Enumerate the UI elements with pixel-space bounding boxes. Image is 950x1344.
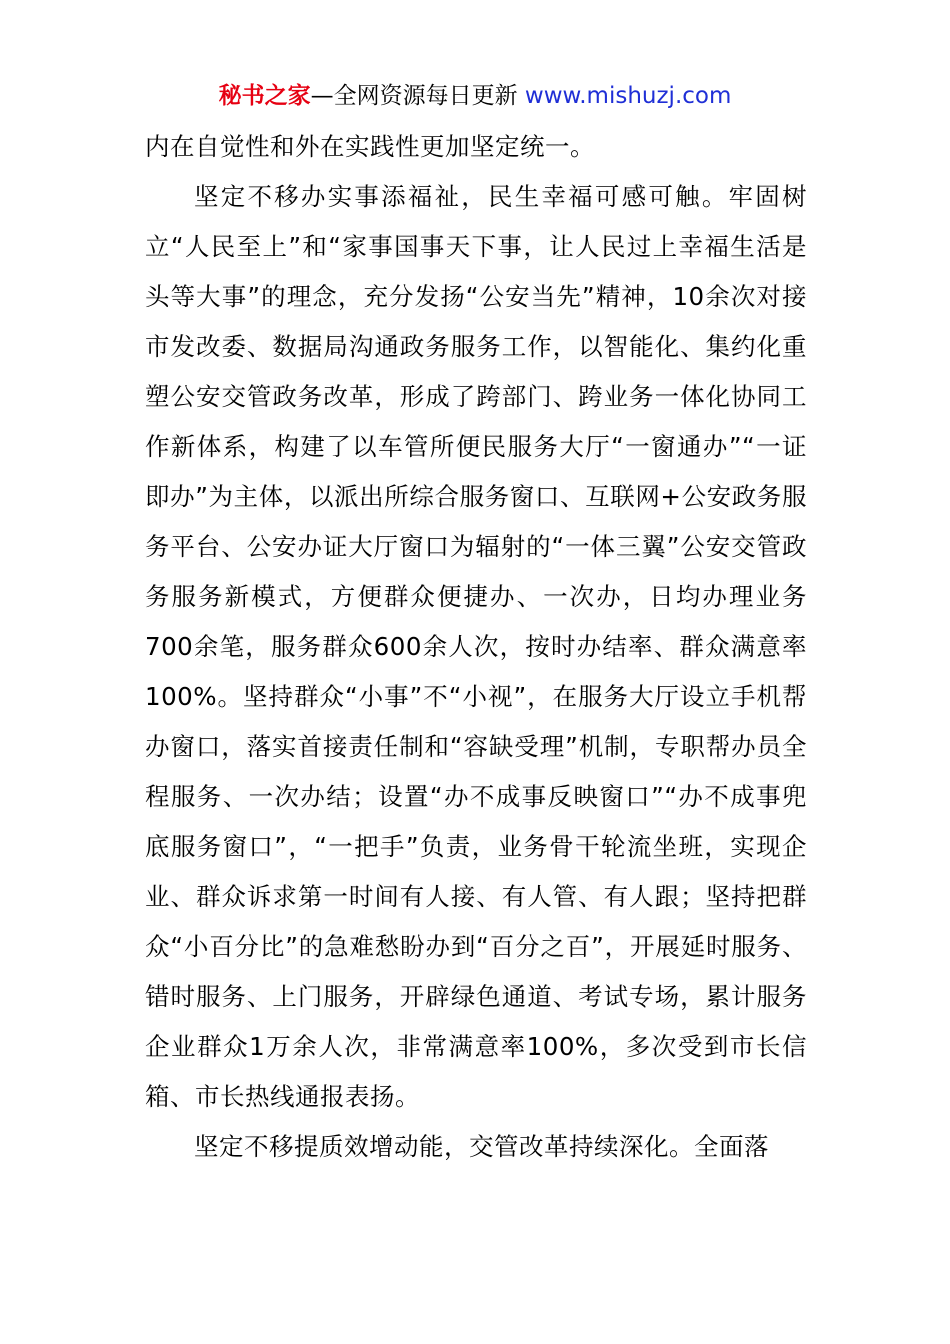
site-header: [0, 80, 950, 112]
site-brand: 秘书之家: [218, 83, 311, 109]
document-body: [145, 122, 807, 1172]
paragraph-reform: 坚定不移提质效增动能，交管改革持续深化。全面落: [194, 1132, 769, 1161]
paragraph-service: 坚定不移办实事添福祉，民生幸福可感可触。牢固树立“人民至上”和“家事国事天下事，让人民过上幸福生活是头等大事”的理念，充分发扬“公安当先”精神，10余次对接市发改委、数据局沟通政务服务工作，以智能化、集约化重塑公安交管政务改革，形成了跨部门、跨业务一体化协同工作新体系，构建了以车管所便民服务大厅“一窗通办”“一证即办”为主体，以派出所综合服务窗口、互联网+公安政务服务平台、公安办证大厅窗口为辐射的“一体三翼”公安交管政务服务新模式，方便群众便捷办、一次办，日均办理业务700余笔，服务群众600余人次，按时办结率、群众满意率100%。坚持群众“小事”不“小视”，在服务大厅设立手机帮办窗口，落实首接责任制和“容缺受理”机制，专职帮办员全程服务、一次办结；设置“办不成事反映窗口”“办不成事兜底服务窗口”，“一把手”负责，业务骨干轮流坐班，实现企业、群众诉求第一时间有人接、有人管、有人跟；坚持把群众“小百分比”的急难愁盼办到“百分之百”，开展延时服务、错时服务、上门服务，开辟绿色通道、考试专场，累计服务企业群众1万余人次，非常满意率100%，多次受到市长信箱、市长热线通报表扬。: [145, 182, 807, 1111]
site-url-link[interactable]: www.mishuzj.com: [524, 83, 732, 109]
paragraph-continued: 内在自觉性和外在实践性更加坚定统一。: [145, 132, 595, 161]
site-tagline: —全网资源每日更新: [310, 83, 525, 109]
